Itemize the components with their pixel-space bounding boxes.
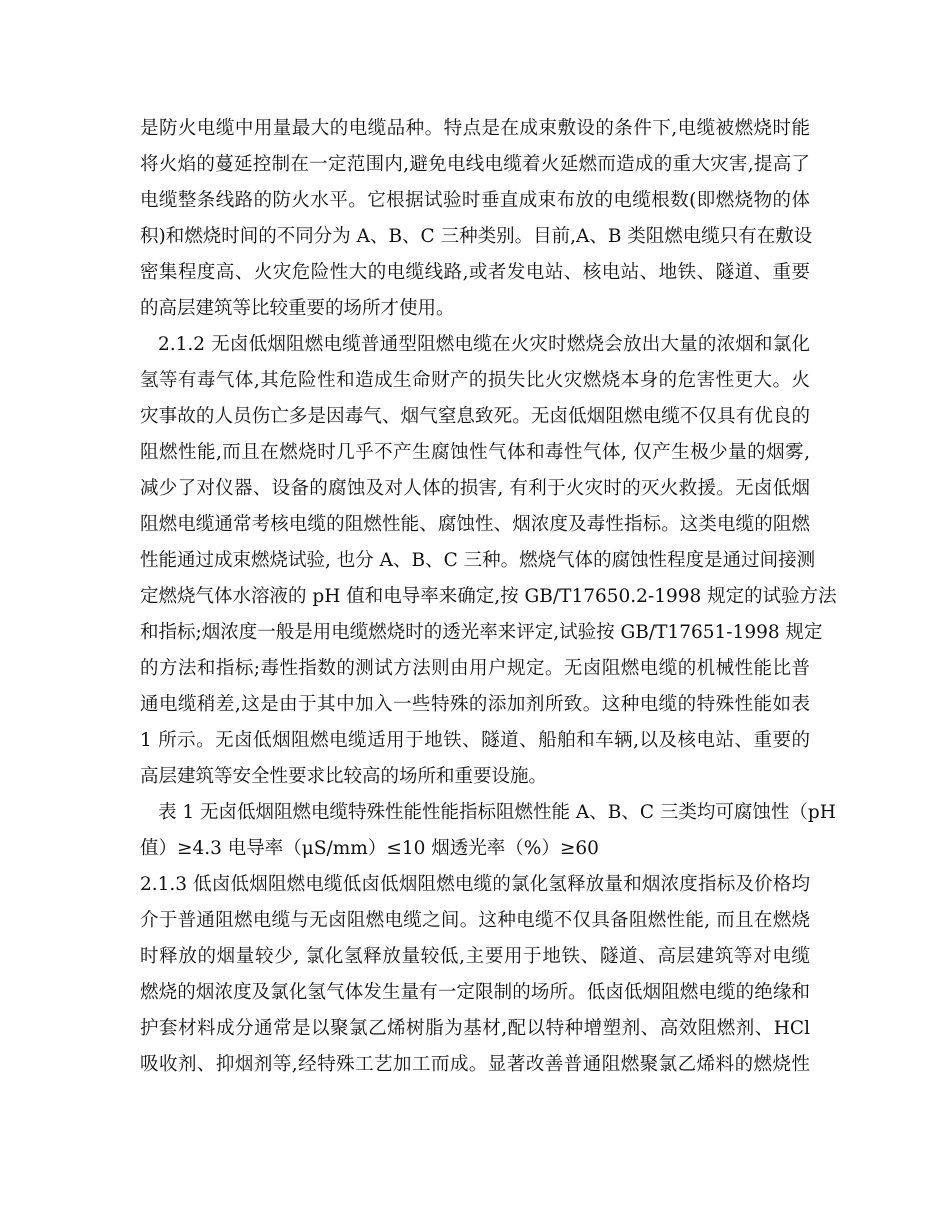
text-line: 减少了对仪器、设备的腐蚀及对人体的损害, 有利于火灾时的灭火救援。无卤低烟 [140, 478, 810, 499]
table-1-caption-line: 值）≥4.3 电导率（μS/mm）≤10 烟透光率（%）≥60 [140, 838, 599, 859]
section-2-1-3-first-line: 2.1.3 低卤低烟阻燃电缆低卤低烟阻燃电缆的氯化氢释放量和烟浓度指标及价格均 [140, 874, 810, 895]
text-line: 氢等有毒气体,其危险性和造成生命财产的损失比火灾燃烧本身的危害性更大。火 [140, 370, 810, 391]
text-line: 积)和燃烧时间的不同分为 A、B、C 三种类别。目前,A、B 类阻燃电缆只有在敷设 [140, 226, 813, 247]
text-line: 性能通过成束燃烧试验, 也分 A、B、C 三种。燃烧气体的腐蚀性程度是通过间接测 [140, 550, 816, 571]
text-line: 介于普通阻燃电缆与无卤阻燃电缆之间。这种电缆不仅具备阻燃性能, 而且在燃烧 [140, 910, 810, 931]
text-line: 燃烧的烟浓度及氯化氢气体发生量有一定限制的场所。低卤低烟阻燃电缆的绝缘和 [140, 982, 810, 1003]
text-line: 护套材料成分通常是以聚氯乙烯树脂为基材,配以特种增塑剂、高效阻燃剂、HCl [140, 1018, 810, 1039]
text-line: 阻燃电缆通常考核电缆的阻燃性能、腐蚀性、烟浓度及毒性指标。这类电缆的阻燃 [140, 514, 810, 535]
section-2-1-2-first-line: 2.1.2 无卤低烟阻燃电缆普通型阻燃电缆在火灾时燃烧会放出大量的浓烟和氯化 [158, 334, 810, 355]
text-line: 是防火电缆中用量最大的电缆品种。特点是在成束敷设的条件下,电缆被燃烧时能 [140, 118, 810, 139]
text-line: 密集程度高、火灾危险性大的电缆线路,或者发电站、核电站、地铁、隧道、重要 [140, 262, 810, 283]
table-1-caption-line: 表 1 无卤低烟阻燃电缆特殊性能性能指标阻燃性能 A、B、C 三类均可腐蚀性（pH [158, 802, 836, 823]
text-line: 的方法和指标;毒性指数的测试方法则由用户规定。无卤阻燃电缆的机械性能比普 [140, 658, 810, 679]
text-line: 灾事故的人员伤亡多是因毒气、烟气窒息致死。无卤低烟阻燃电缆不仅具有优良的 [140, 406, 810, 427]
text-line: 通电缆稍差,这是由于其中加入一些特殊的添加剂所致。这种电缆的特殊性能如表 [140, 694, 810, 715]
text-line: 将火焰的蔓延控制在一定范围内,避免电线电缆着火延燃而造成的重大灾害,提高了 [140, 154, 810, 175]
text-line: 和指标;烟浓度一般是用电缆燃烧时的透光率来评定,试验按 GB/T17651-1998 规定 [140, 622, 823, 643]
text-line: 定燃烧气体水溶液的 pH 值和电导率来确定,按 GB/T17650.2-1998 规定的试验方法 [140, 586, 837, 607]
text-line: 时释放的烟量较少, 氯化氢释放量较低,主要用于地铁、隧道、高层建筑等对电缆 [140, 946, 810, 967]
text-line: 高层建筑等安全性要求比较高的场所和重要设施。 [140, 766, 548, 787]
text-line: 1 所示。无卤低烟阻燃电缆适用于地铁、隧道、船舶和车辆,以及核电站、重要的 [140, 730, 810, 751]
text-line: 电缆整条线路的防火水平。它根据试验时垂直成束布放的电缆根数(即燃烧物的体 [140, 190, 810, 211]
text-line: 阻燃性能,而且在燃烧时几乎不产生腐蚀性气体和毒性气体, 仅产生极少量的烟雾, [140, 442, 810, 463]
text-line: 吸收剂、抑烟剂等,经特殊工艺加工而成。显著改善普通阻燃聚氯乙烯料的燃烧性 [140, 1054, 810, 1075]
text-line: 的高层建筑等比较重要的场所才使用。 [140, 298, 455, 319]
